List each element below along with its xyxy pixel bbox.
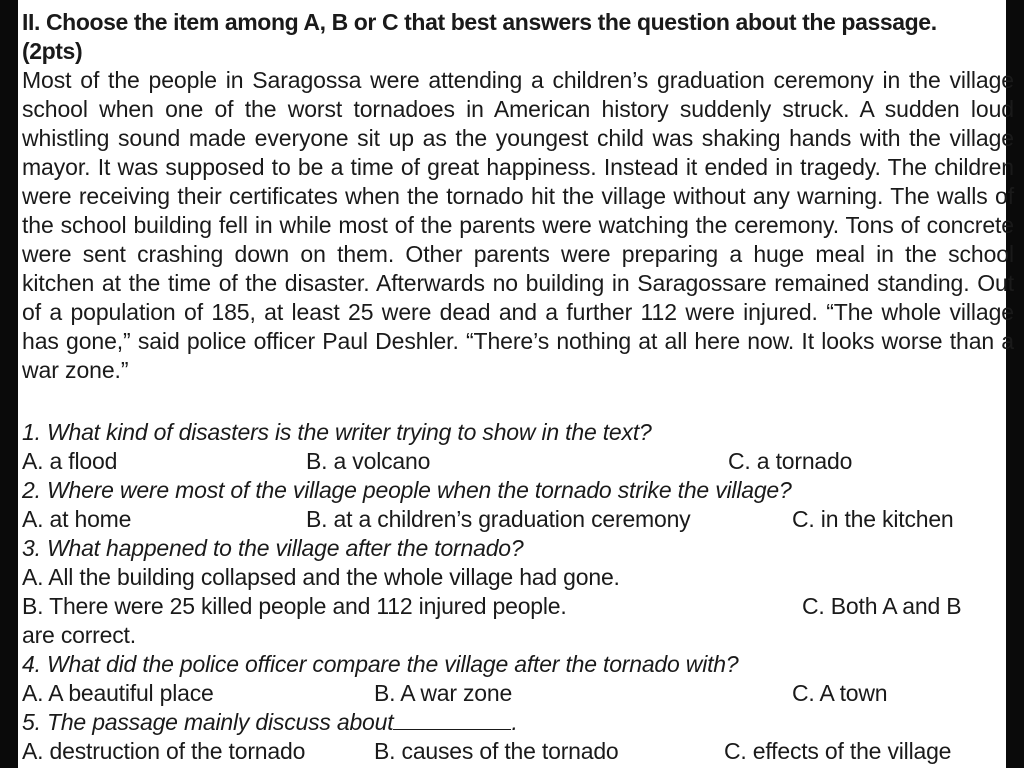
answer-blank <box>393 711 511 730</box>
question-1: 1. What kind of disasters is the writer trying to show in the text? <box>22 419 652 445</box>
worksheet-page <box>22 4 1016 768</box>
q1-option-c: C. a tornado <box>728 448 853 474</box>
left-frame-border <box>0 0 18 768</box>
question-3: 3. What happened to the village after the tornado? <box>22 535 524 561</box>
q2-option-a: A. at home <box>22 506 132 532</box>
question-4: 4. What did the police officer compare the village after the tornado with? <box>22 651 739 677</box>
q4-option-b: B. A war zone <box>374 680 513 706</box>
question-5-text: 5. The passage mainly discuss about <box>22 709 394 735</box>
q3-option-a: A. All the building collapsed and the whole village had gone. <box>22 564 620 590</box>
q4-option-a: A. A beautiful place <box>22 680 214 706</box>
q2-option-c: C. in the kitchen <box>792 506 954 532</box>
question-5 <box>22 708 518 737</box>
question-5-end: . <box>511 709 518 735</box>
q3-option-b: B. There were 25 killed people and 112 injured people. <box>22 593 567 619</box>
reading-passage: Most of the people in Saragossa were attending a children’s graduation ceremony in the village school when one of the worst tornadoes in American history suddenly struck. A sudden loud whistling sound made everyone sit up as the youngest child was shaking hands with the village mayor. It was supposed to be a time of great happiness. Instead it ended in tragedy. The children were receiving their certificates when the tornado hit the village without any warning. The walls of the school building fell in while most of the parents were watching the ceremony. Tons of concrete were sent crashing down on them. Other parents were preparing a huge meal in the school kitchen at the time of the disaster. Afterwards no building in Saragossare remained standing. Out of a population of 185, at least 25 were dead and a further 112 were injured. “The whole village has gone,” said police officer Paul Deshler. “There’s nothing at all here now. It looks worse than a war zone.” <box>22 67 1014 383</box>
question-2: 2. Where were most of the village people when the tornado strike the village? <box>22 477 792 503</box>
q4-option-c: C. A town <box>792 680 888 706</box>
q3-option-c-continued: are correct. <box>22 622 136 648</box>
q5-option-a: A. destruction of the tornado <box>22 738 306 764</box>
section-heading: II. Choose the item among A, B or C that best answers the question about the passage. <box>22 9 937 35</box>
q2-option-b: B. at a children’s graduation ceremony <box>306 506 691 532</box>
q1-option-b: B. a volcano <box>306 448 431 474</box>
q3-option-c: C. Both A and B <box>802 593 962 619</box>
q1-option-a: A. a flood <box>22 448 118 474</box>
section-points: (2pts) <box>22 38 83 64</box>
q5-option-b: B. causes of the tornado <box>374 738 619 764</box>
q5-option-c: C. effects of the village <box>724 738 952 764</box>
